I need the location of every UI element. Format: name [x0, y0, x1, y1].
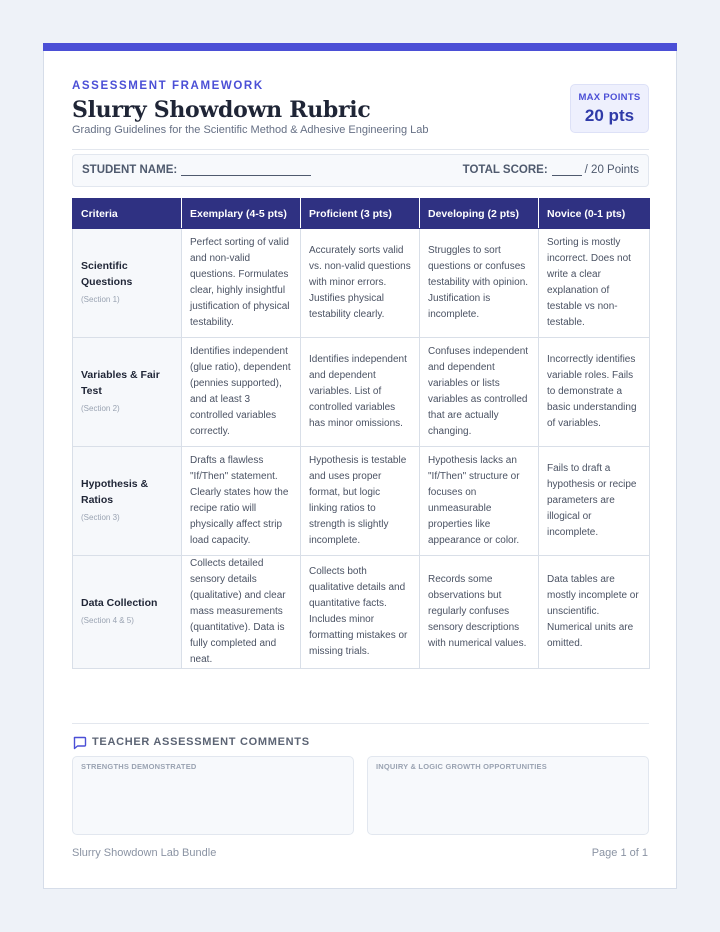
student-info-bar: [72, 154, 649, 187]
developing-cell: Records some observations but regularly confuses sensory descriptions with numerical values.: [420, 556, 539, 669]
strengths-comment-box[interactable]: [72, 756, 354, 835]
novice-cell: Data tables are mostly incomplete or unscientific. Numerical units are omitted.: [539, 556, 650, 669]
column-header-proficient: Proficient (3 pts): [301, 199, 420, 229]
eyebrow-label: ASSESSMENT FRAMEWORK: [72, 80, 264, 92]
comments-heading: [72, 734, 310, 750]
criterion-name: Data Collection: [81, 597, 158, 609]
max-points-badge: [570, 84, 649, 133]
criterion-section: (Section 4 & 5): [81, 616, 134, 625]
exemplary-cell: Perfect sorting of valid and non-valid questions. Formulates clear, highly insightful justification of physical testability.: [182, 229, 301, 338]
exemplary-cell: Identifies independent (glue ratio), dependent (pennies supported), and at least 3 controlled variables correctly.: [182, 338, 301, 447]
proficient-cell: Accurately sorts valid vs. non-valid questions with minor errors. Justifies physical testability clearly.: [301, 229, 420, 338]
max-points-value: 20 pts: [584, 106, 635, 125]
developing-cell: Confuses independent and dependent variables or lists variables as controlled that are actually changing.: [420, 338, 539, 447]
proficient-cell: Identifies independent and dependent variables. List of controlled variables has minor omissions.: [301, 338, 420, 447]
strengths-label: STRENGTHS DEMONSTRATED: [81, 762, 197, 771]
proficient-cell: Collects both qualitative details and quantitative facts. Includes minor formatting mistakes or missing trials.: [301, 556, 420, 669]
criterion-name: Variables & Fair Test: [81, 369, 160, 397]
rubric-header-row: [73, 199, 650, 229]
novice-cell: Sorting is mostly incorrect. Does not write a clear explanation of testable vs non-testable.: [539, 229, 650, 338]
comment-icon: [72, 735, 87, 750]
criterion-section: (Section 1): [81, 295, 120, 304]
novice-cell: Incorrectly identifies variable roles. Fails to demonstrate a basic understanding of variables.: [539, 338, 650, 447]
table-row: [73, 447, 650, 556]
page-subtitle: Grading Guidelines for the Scientific Method & Adhesive Engineering Lab: [72, 124, 429, 136]
criterion-name: Hypothesis & Ratios: [81, 478, 149, 506]
developing-cell: Struggles to sort questions or confuses testability with opinion. Justification is incomplete.: [420, 229, 539, 338]
column-header-novice: Novice (0-1 pts): [539, 199, 650, 229]
total-score-blank[interactable]: [552, 165, 582, 176]
proficient-cell: Hypothesis is testable and uses proper format, but logic linking ratios to strength is slightly incomplete.: [301, 447, 420, 556]
student-name-label: STUDENT NAME:: [82, 164, 178, 176]
criterion-cell: [73, 556, 182, 669]
novice-cell: Fails to draft a hypothesis or recipe parameters are illogical or incomplete.: [539, 447, 650, 556]
rubric-table: [72, 198, 650, 669]
student-name-blank[interactable]: [181, 165, 311, 176]
comments-divider: [72, 723, 649, 724]
criterion-name: Scientific Questions: [81, 260, 133, 288]
table-row: [73, 556, 650, 669]
footer-bundle-name: Slurry Showdown Lab Bundle: [72, 847, 217, 859]
criterion-section: (Section 3): [81, 513, 120, 522]
student-name-field[interactable]: [82, 164, 311, 176]
rubric-page: [43, 43, 677, 889]
column-header-exemplary: Exemplary (4-5 pts): [182, 199, 301, 229]
criterion-cell: [73, 338, 182, 447]
page-title: Slurry Showdown Rubric: [72, 97, 371, 123]
total-score-label: TOTAL SCORE:: [462, 164, 548, 176]
total-score-field[interactable]: [463, 164, 639, 176]
max-points-label: MAX POINTS: [578, 92, 641, 103]
accent-bar: [43, 43, 677, 51]
table-row: [73, 229, 650, 338]
criterion-cell: [73, 447, 182, 556]
criterion-section: (Section 2): [81, 404, 120, 413]
developing-cell: Hypothesis lacks an "If/Then" structure or focuses on unmeasurable properties like appearance or color.: [420, 447, 539, 556]
column-header-developing: Developing (2 pts): [420, 199, 539, 229]
header-divider: [72, 149, 649, 150]
growth-label: INQUIRY & LOGIC GROWTH OPPORTUNITIES: [376, 762, 547, 771]
exemplary-cell: Collects detailed sensory details (qualitative) and clear mass measurements (quantitative). Data is fully completed and neat.: [182, 556, 301, 669]
exemplary-cell: Drafts a flawless "If/Then" statement. Clearly states how the recipe ratio will physically affect strip load capacity.: [182, 447, 301, 556]
footer-page-number: Page 1 of 1: [591, 847, 648, 859]
table-row: [73, 338, 650, 447]
total-score-suffix: / 20 Points: [584, 164, 639, 176]
comments-heading-text: TEACHER ASSESSMENT COMMENTS: [92, 736, 310, 748]
criterion-cell: [73, 229, 182, 338]
growth-comment-box[interactable]: [367, 756, 649, 835]
column-header-criteria: Criteria: [73, 199, 182, 229]
